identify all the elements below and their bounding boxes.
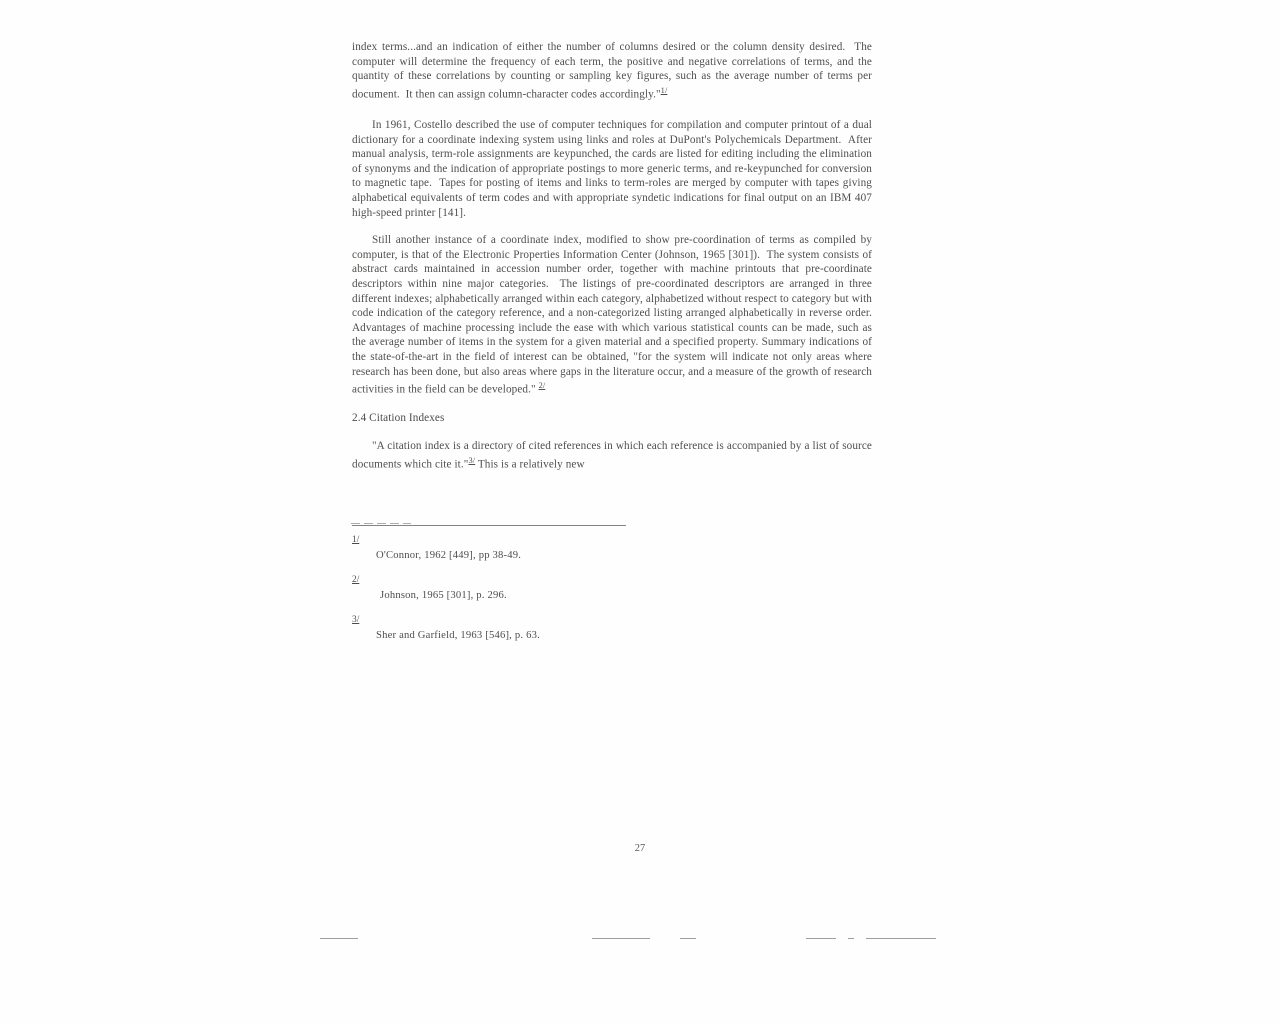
footnote-number: 3/ (352, 615, 360, 625)
paragraph-costello (352, 118, 875, 220)
footnote-text: Johnson, 1965 [301], p. 296. (380, 590, 507, 601)
scan-mark (866, 938, 936, 939)
footnote-marker-2: 2/ (538, 381, 546, 391)
footnote-text: O'Connor, 1962 [449], pp 38-49. (376, 550, 522, 561)
paragraph-epic (352, 233, 878, 397)
paragraph-citation-index (352, 439, 875, 472)
paragraph-tail: This is a relatively new (475, 458, 585, 471)
paragraph-quote-continuation (352, 40, 875, 102)
scan-edge-artifacts (0, 938, 1280, 944)
rule-line (352, 525, 626, 526)
scan-mark (680, 938, 696, 939)
scan-mark (848, 938, 854, 939)
footnote-list (352, 534, 872, 654)
scan-mark (592, 938, 650, 939)
footnote-item (352, 614, 872, 642)
footnote-number: 1/ (352, 535, 360, 545)
scan-mark (320, 938, 358, 939)
footnote-number: 2/ (352, 575, 360, 585)
footnote-item (352, 534, 872, 562)
paragraph-text: In 1961, Costello described the use of computer techniques for compilation and computer printout of a dual dictionary for a coordinate indexing system using links and roles at DuPont's Polychemicals Department. After manual analysis, term-role assignments are keypunched, the cards are listed for editing including the elimination of synonyms and the indication of appropriate postings to more generic terms, and re-keypunched for conversion to magnetic tape. Tapes for posting of items and links to term-roles are merged by computer with tapes giving alphabetical equivalents of term codes and with appropriate syndetic indications for final output on an IBM 407 high-speed printer [141]. (352, 119, 875, 219)
footnote-text: Sher and Garfield, 1963 [546], p. 63. (376, 630, 540, 641)
section-heading: 2.4 Citation Indexes (352, 411, 445, 424)
scan-mark (806, 938, 836, 939)
paragraph-text: index terms...and an indication of either the number of columns desired or the column density desired. The computer will determine the frequency of each term, the positive and negative correlations of terms, and the quantity of these correlations by counting or sampling key figures, such as the average number of terms per document. It then can assign column-character codes accordingly." (352, 41, 875, 101)
paragraph-text: "A citation index is a directory of cited references in which each reference is accompanied by a list of source documents which cite it." (352, 440, 875, 471)
rule-dash-artifact (351, 523, 411, 524)
paragraph-text: Still another instance of a coordinate index, modified to show pre-coordination of terms as compiled by computer, is that of the Electronic Properties Information Center (Johnson, 1965 [301]). The system consists of abstract cards maintained in accession number order, together with machine printouts that pre-coordinate descriptors within nine major categories. The listings of pre-coordinated descriptors are arranged in three different indexes; alphabetically arranged within each category, alphabetized without respect to category but with code indication of the category reference, and a non-categorized listing arranged alphabetically in reverse order. Advantages of machine processing include the ease with which various statistical counts can be made, such as the average number of items in the system for a given material and a specified property. Summary indications of the state-of-the-art in the field of interest can be obtained, "for the system will indicate not only areas where research has been done, but also areas where gaps in the literature occur, and a measure of the growth of research activities in the field can be developed." (352, 234, 878, 396)
page-text-body (352, 40, 878, 485)
page-number: 27 (634, 843, 646, 854)
footnote-marker-1: 1/ (660, 85, 668, 95)
footnote-item (352, 574, 872, 602)
footnote-marker-3: 3/ (468, 455, 476, 465)
